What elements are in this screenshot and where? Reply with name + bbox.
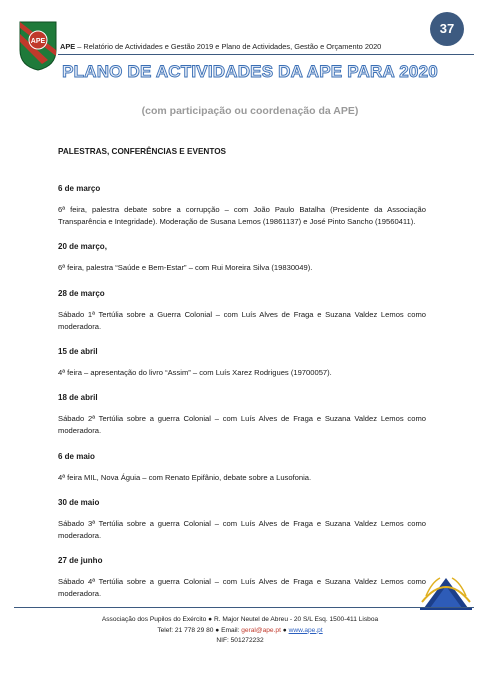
footer-nif: NIF: 501272232 [216, 637, 264, 644]
event-entry [58, 241, 426, 274]
event-description: Sábado 4ª Tertúlia sobre a guerra Colonial – com Luís Alves de Fraga e Suzana Valdez Lemos como moderadora. [58, 577, 426, 599]
footer-phone: Telef: 21 778 29 80 ● Email: [157, 626, 242, 634]
page-number-badge: 37 [430, 12, 464, 46]
decorative-corner-emblem [420, 572, 472, 610]
event-date: 20 de março, [58, 242, 107, 252]
event-date: 6 de março [58, 184, 101, 193]
footer-separator: ● [280, 626, 289, 634]
page-subtitle: (com participação ou coordenação da APE) [141, 105, 359, 117]
event-date: 6 de maio [58, 451, 95, 461]
event-entry [58, 497, 426, 542]
event-description: 4ª feira MIL, Nova Águia – com Renato Epifânio, debate sobre a Lusofonia. [58, 472, 312, 482]
event-entry [58, 346, 426, 379]
svg-text:APE: APE [30, 38, 46, 45]
event-entry [58, 392, 426, 437]
section-heading: PALESTRAS, CONFERÊNCIAS E EVENTOS [58, 147, 227, 156]
page-footer [0, 615, 480, 647]
event-description: Sábado 1ª Tertúlia sobre a Guerra Colonial – com Luís Alves de Fraga e Suzana Valdez Lemos como moderadora. [58, 309, 426, 331]
event-description: 6ª feira, palestra debate sobre a corrupção – com João Paulo Batalha (Presidente da Associação Transparência e Integridade). Moderação de Susana Lemos (19861137) e José Pinto Sancho (19560411). [58, 205, 426, 227]
header-description: – Relatório de Actividades e Gestão 2019 e Plano de Actividades, Gestão e Orçamento 2020 [75, 42, 382, 51]
footer-contacts [0, 626, 480, 637]
event-description: Sábado 3ª Tertúlia sobre a guerra Colonial – com Luís Alves de Fraga e Suzana Valdez Lemos como moderadora. [58, 518, 426, 541]
event-date: 30 de maio [58, 497, 100, 507]
header-org: APE [60, 42, 76, 51]
running-header [60, 42, 381, 51]
event-entry [58, 555, 426, 600]
event-entry [58, 288, 426, 333]
event-date: 15 de abril [58, 347, 98, 357]
event-date: 27 de junho [58, 556, 103, 566]
event-entry [58, 451, 426, 484]
footer-email-link[interactable]: geral@ape.pt [241, 626, 281, 634]
event-date: 18 de abril [58, 393, 98, 403]
event-description: 6ª feira, palestra “Saúde e Bem-Estar” – com Rui Moreira Silva (19830049). [58, 263, 313, 273]
footer-address: Associação dos Pupilos do Exército ● R. Major Neutel de Abreu - 20 S/L Esq. 1500-411 Lisboa [101, 616, 379, 623]
footer-website-link[interactable]: www.ape.pt [288, 626, 323, 634]
event-description: Sábado 2ª Tertúlia sobre a guerra Colonial – com Luís Alves de Fraga e Suzana Valdez Lemos como moderadora. [58, 414, 426, 436]
event-description: 4ª feira – apresentação do livro “Assim” – com Luís Xarez Rodrigues (19700057). [58, 368, 332, 378]
header-divider [58, 54, 474, 55]
event-entry [58, 183, 426, 228]
page-title: PLANO DE ACTIVIDADES DA APE PARA 2020 [62, 62, 438, 81]
footer-divider [14, 607, 474, 608]
event-list [58, 183, 426, 614]
event-date: 28 de março [58, 288, 105, 298]
